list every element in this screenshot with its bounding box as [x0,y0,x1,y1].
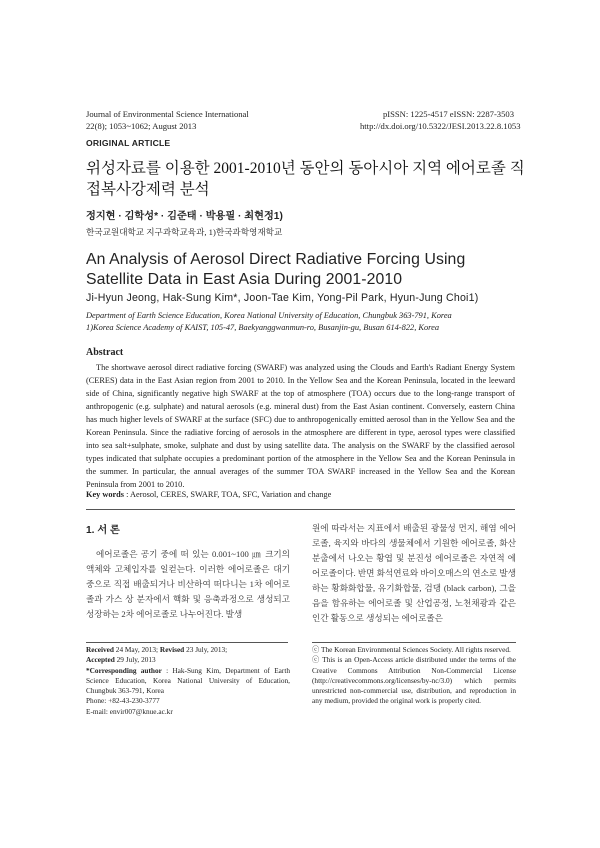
title-korean: 위성자료를 이용한 2001-2010년 동안의 동아시아 지역 에어로졸 직접복사강제력 분석 [86,160,525,198]
journal-name: Journal of Environmental Science International [86,109,249,119]
keywords [86,490,331,499]
abstract-heading: Abstract [86,347,124,358]
accepted-line: Accepted 29 July, 2013 [86,655,156,665]
footnote-divider-right [312,642,516,643]
keywords-label: Key words [86,490,125,499]
volume-info: 22(8); 1053~1062; August 2013 [86,120,197,131]
issn: pISSN: 1225-4517 eISSN: 2287-3503 [382,109,514,119]
copyright: ⓒ The Korean Environmental Sciences Society. All rights reserved. [312,645,511,654]
keywords-list: : Aerosol, CERES, SWARF, TOA, SFC, Variation and change [124,490,332,499]
journal-header [86,109,249,132]
doi-link[interactable]: http://dx.doi.org/10.5322/JESI.2013.22.8.1053 [360,120,521,131]
abstract-body: The shortwave aerosol direct radiative forcing (SWARF) was analyzed using the Clouds and Earth's Radiant Energy System (CERES) data in the East Asian region from 2001 to 2010. In the Yellow Sea and the Korean Peninsula, located in the leeward side of China, significantly negative high SWARF at the top of atmosphere (TOA) occurs due to the long-range transport of anthropogenic (e.g. sulphate) and natural aerosols (e.g. mineral dust) from the East Asian continent. Conversely, eastern China has much higher levels of SWARF at the surface (SFC) due to anthropogenically emitted aerosol than in the Yellow Sea and the Korean Peninsula. Since the radiative forcing of aerosols in the atmosphere are different in type, aerosol types were classified into sea salt+sulphate, smoke, sulphate and dust by using satellite data. The analysis on the SWARF by the classified aerosol types indicated that sulphate occupies a predominant portion of the atmosphere in the Yellow Sea and the Korean Peninsula in the summer. In particular, the annual averages of the summer TOA SWARF increased in the Yellow Sea and the Korean Peninsula from 2001 to 2010. [86,363,515,489]
corresponding-author: *Corresponding author : Hak-Sung Kim, Department of Earth Science Education, Korea National University of Education, Chungbuk 363-791, Korea [86,665,290,696]
section-heading: 1. 서 론 [86,525,120,536]
affiliation-2: 1)Korea Science Academy of KAIST, 105-47, Baekyanggwanmun-ro, Busanjin-gu, Busan 614-822, Korea [86,323,440,332]
received-line: Received 24 May, 2013; Revised 23 July, 2013; [86,645,228,654]
article-type: ORIGINAL ARTICLE [86,138,171,148]
title-english: An Analysis of Aerosol Direct Radiative Forcing Using Satellite Data in East Asia During 2001-2010 [86,251,466,288]
footnote-divider-left [86,642,288,643]
phone: Phone: +82-43-230-3777 [86,696,160,706]
authors-korean: 정지현 · 김학성* · 김준태 · 박용필 · 최현정1) [86,211,283,222]
issn-header [360,109,521,132]
email[interactable]: E-mail: envir007@knue.ac.kr [86,706,173,716]
footnote-received [86,645,290,717]
body-column-right: 원에 따라서는 지표에서 배출된 광물성 먼지, 해염 에어로졸, 육지와 바다의 생물체에서 기원한 에어로졸, 화산분출에서 나오는 황엽 및 분진성 에어로졸은 자연적 에어로졸이다. 반면 화석연료와 바이오매스의 연소로 발생하는 황화화합물, 유기화합물, 검댕 (black carbon), 그을음을 함유하는 에어로졸 및 산업공정, 노천채광과 같은 인간 활동으로 생성되는 에어로졸은 [312,523,516,623]
affiliation-1: Department of Earth Science Education, Korea National University of Education, Chungbuk 363-791, Korea [86,311,452,320]
affiliations-korean: 한국교원대학교 지구과학교육과, 1)한국과학영재학교 [86,227,283,237]
authors-english: Ji-Hyun Jeong, Hak-Sung Kim*, Joon-Tae Kim, Yong-Pil Park, Hyun-Jung Choi1) [86,292,479,304]
body-column-left: 에어로졸은 공기 중에 떠 있는 0.001~100 ㎛ 크기의 액체와 고체입자를 일컫는다. 이러한 에어로졸은 대기 중으로 직접 배출되거나 비산하여 떠다니는 1차 에어로졸과 가스 상 분자에서 핵화 및 응축과정으로 생성되고 성장하는 2차 에어로졸로 나누어진다. 발생 [86,549,290,619]
footnote-copyright [312,645,516,707]
affiliations-english [86,310,526,334]
license: ⓒ This is an Open-Access article distributed under the terms of the Creative Commons Attribution Non-Commercial License (http://creativecommons.org/licenses/by-nc/3.0) which permits unrestricted non-commercial use, distribution, and reproduction in any medium, provided the original work is properly cited. [312,655,516,706]
divider [86,509,515,510]
